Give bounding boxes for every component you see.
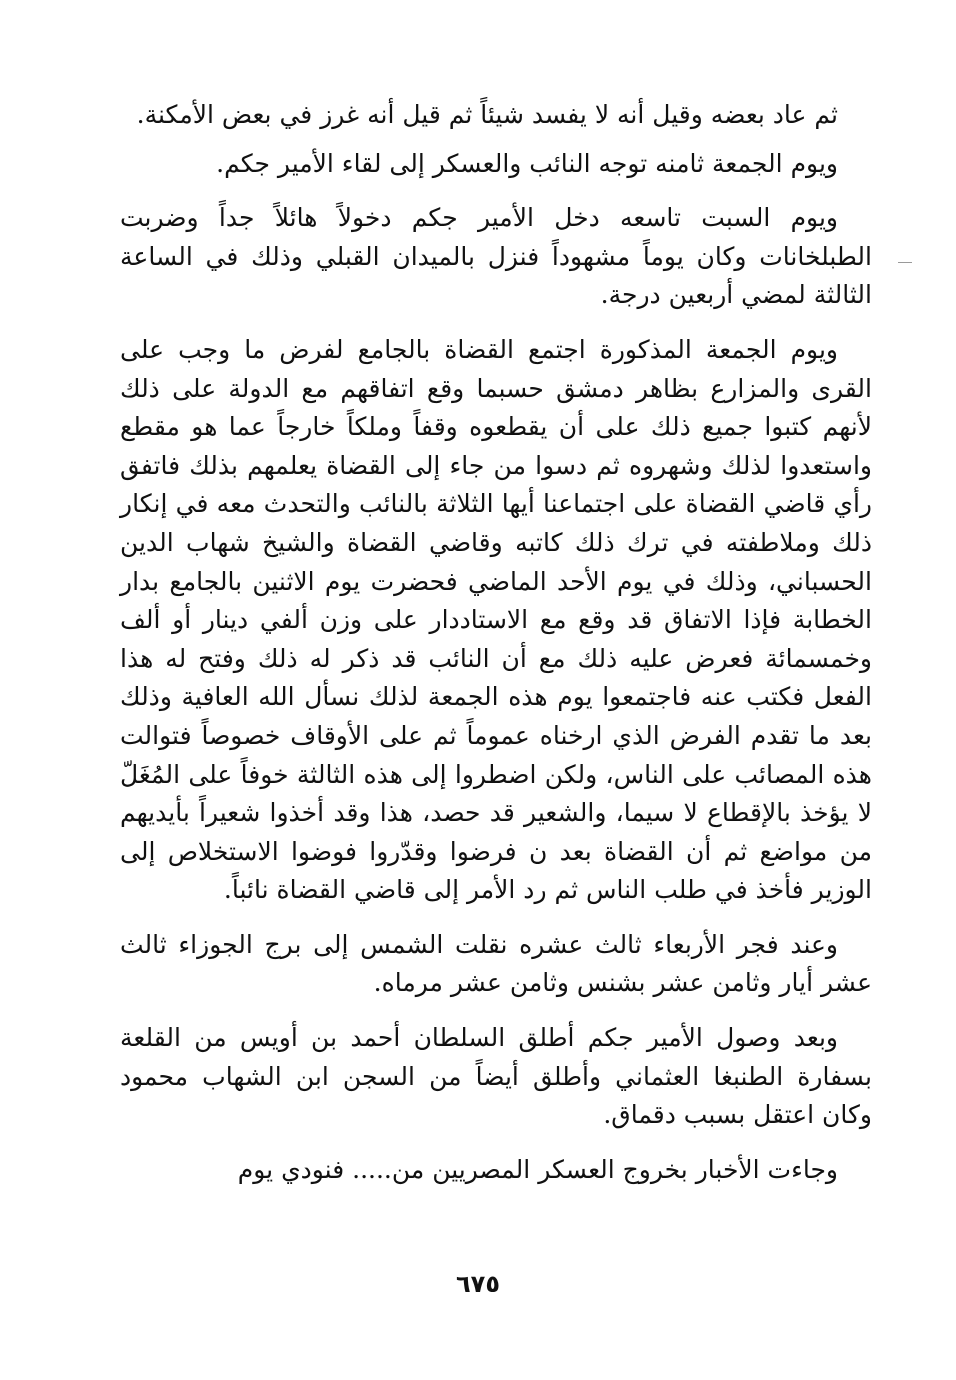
margin-mark (898, 262, 912, 263)
page-number: ٦٧٥ (456, 1270, 500, 1298)
paragraph-5: وعند فجر الأربعاء ثالث عشره نقلت الشمس إلى برج الجوزاء ثالث عشر أيار وثامن عشر بشنس وثامن عشر مرماه. (120, 929, 872, 998)
paragraph-3: ويوم السبت تاسعه دخل الأمير جكم دخولاً هائلاً جداً وضربت الطبلخانات وكان يوماً مشهوداً فنزل بالميدان القبلي وذلك في الساعة الثالثة لمضي أربعين درجة. (120, 203, 872, 310)
paragraph-7: وجاءت الأخبار بخروج العسكر المصريين من..... فنودي يوم (237, 1154, 838, 1184)
paragraph-6: وبعد وصول الأمير جكم أطلق السلطان أحمد بن أويس من القلعة بسفارة الطنبغا العثماني وأطلق أيضاً من السجن ابن الشهاب محمود وكان اعتقل بسبب دقماق. (120, 1023, 872, 1130)
paragraph-2: ويوم الجمعة ثامنه توجه النائب والعسكر إلى لقاء الأمير جكم. (216, 148, 838, 178)
paragraph-1: ثم عاد بعضه وقيل أنه لا يفسد شيئاً ثم قيل أنه غرز في بعض الأمكنة. (136, 100, 838, 129)
page-text-body (120, 96, 872, 1205)
paragraph-4: ويوم الجمعة المذكورة اجتمع القضاة بالجامع لفرض ما وجب على القرى والمزارع بظاهر دمشق حسبما وقع اتفاقهم مع الدولة على ذلك لأنهم كتبوا جميع ذلك على أن يقطعوه وقفاً وملكاً خارجاً عما هو مقطع واستعدوا لذلك وشهروه ثم دسوا من جاء إلى القضاة يعلمهم بذلك فاتفق رأي قاضي القضاة على اجتماعنا أيها الثلاثة بالنائب والتحدث معه في إنكار ذلك وملاطفته في ترك ذلك كاتبه وقاضي القضاة والشيخ شهاب الدين الحسباني، وذلك في يوم الأحد الماضي فحضرت يوم الاثنين بالجامع بدار الخطابة فإذا الاتفاق قد وقع مع الاستاددار على وزن ألفي دينار أو ألف وخمسمائة فعرض عليه ذلك مع أن النائب قد ذكر له ذلك وفتح له هذا الفعل فكتب عنه فاجتمعوا يوم هذه الجمعة لذلك نسأل الله العافية وذلك بعد ما تقدم الفرض الذي ارخناه عموماً ثم على الأوقاف خصوصاً فتوالت هذه المصائب على الناس، ولكن اضطروا إلى هذه الثالثة خوفاً على المُغَلّ لا يؤخذ بالإقطاع لا سيما، والشعير قد حصد، هذا وقد أخذوا شعيراً بأيديهم من مواضع ثم أن القضاة بعد ن فرضوا وقدّروا فوضوا الاستخلاص إلى الوزير فأخذ في طلب الناس ثم رد الأمر إلى قاضي القضاة نائباً. (120, 334, 873, 905)
